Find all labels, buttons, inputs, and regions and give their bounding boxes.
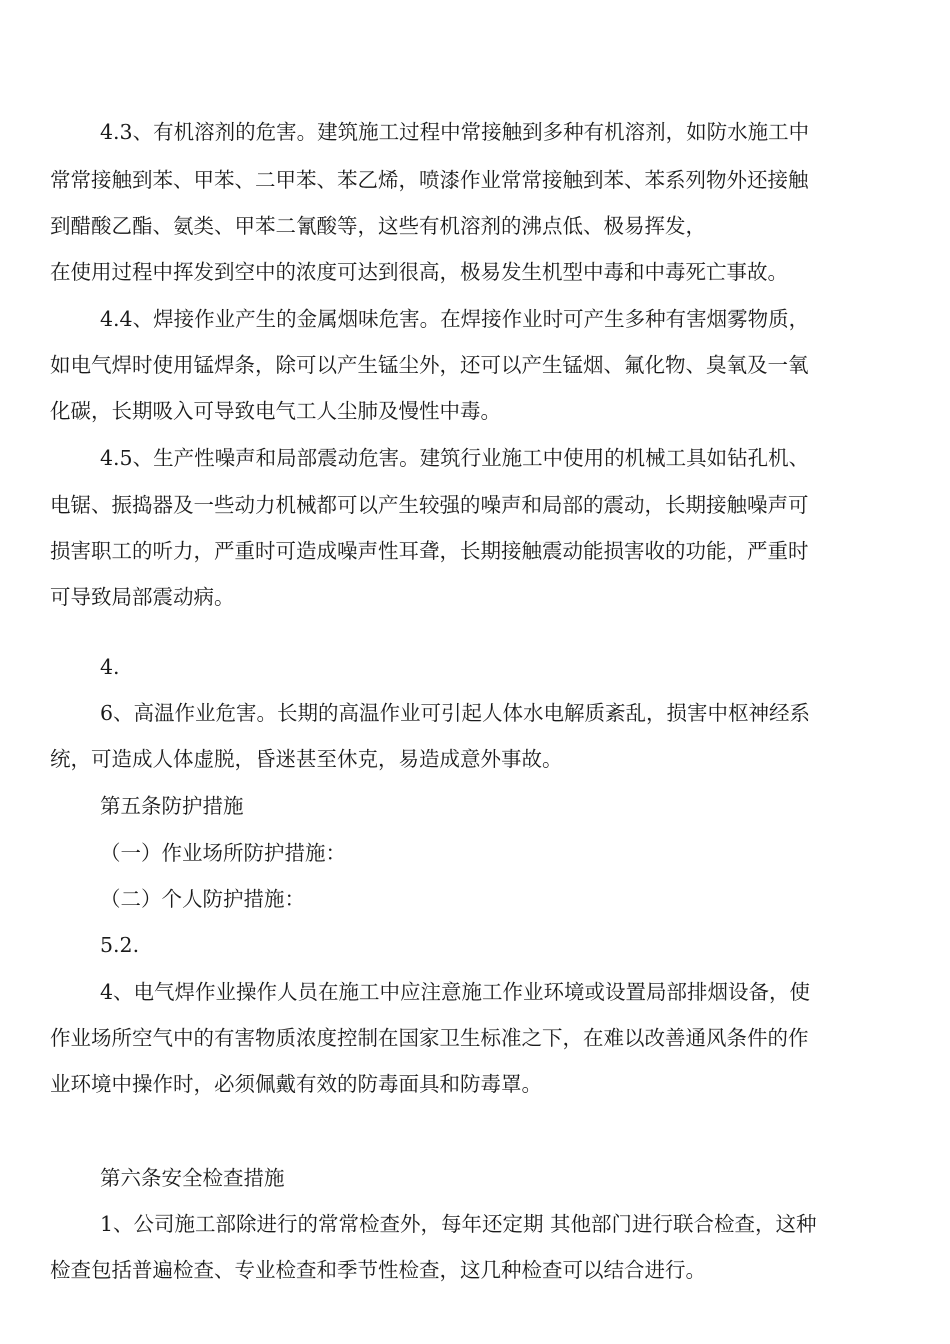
paragraph-4-4-line-2: 如电气焊时使用锰焊条，除可以产生锰尘外，还可以产生锰烟、氟化物、臭氧及一氧 <box>50 353 809 377</box>
paragraph-4-5-line-3: 损害职工的听力，严重时可造成噪声性耳聋，长期接触震动能损害收的功能，严重时 <box>50 539 809 563</box>
heading-article-6: 第六条安全检查措施 <box>100 1166 285 1190</box>
subheading-personal-protection: （二）个人防护措施： <box>100 887 305 911</box>
paragraph-4-6-line-2: 统，可造成人体虚脱，昏迷甚至休克，易造成意外事故。 <box>50 747 563 771</box>
paragraph-4-6-line-1: 6、高温作业危害。长期的高温作业可引起人体水电解质紊乱，损害中枢神经系 <box>100 701 811 725</box>
paragraph-6-1-line-1: 1、公司施工部除进行的常常检查外，每年还定期 其他部门进行联合检查，这种 <box>100 1212 817 1236</box>
subheading-workplace-protection: （一）作业场所防护措施： <box>100 841 346 865</box>
paragraph-4-5-line-1: 4.5、生产性噪声和局部震动危害。建筑行业施工中使用的机械工具如钻孔机、 <box>100 446 810 470</box>
paragraph-6-1-line-2: 检查包括普遍检查、专业检查和季节性检查，这几种检查可以结合进行。 <box>50 1258 706 1282</box>
paragraph-4-3-line-3: 到醋酸乙酯、氨类、甲苯二氰酸等，这些有机溶剂的沸点低、极易挥发， <box>50 214 706 238</box>
section-number-4: 4. <box>100 655 120 679</box>
paragraph-5-2-4-line-2: 作业场所空气中的有害物质浓度控制在国家卫生标准之下，在难以改善通风条件的作 <box>50 1026 809 1050</box>
paragraph-5-2-4-line-1: 4、电气焊作业操作人员在施工中应注意施工作业环境或设置局部排烟设备，使 <box>100 980 811 1004</box>
paragraph-5-2-4-line-3: 业环境中操作时，必须佩戴有效的防毒面具和防毒罩。 <box>50 1072 542 1096</box>
paragraph-4-5-line-2: 电锯、振捣器及一些动力机械都可以产生较强的噪声和局部的震动，长期接触噪声可 <box>50 493 809 517</box>
heading-article-5: 第五条防护措施 <box>100 794 244 818</box>
paragraph-4-3-line-2: 常常接触到苯、甲苯、二甲苯、苯乙烯，喷漆作业常常接触到苯、苯系列物外还接触 <box>50 168 809 192</box>
paragraph-4-4-line-1: 4.4、焊接作业产生的金属烟味危害。在焊接作业时可产生多种有害烟雾物质， <box>100 307 810 331</box>
section-number-5-2: 5.2. <box>100 933 140 957</box>
paragraph-4-5-line-4: 可导致局部震动病。 <box>50 585 235 609</box>
paragraph-4-3-line-4: 在使用过程中挥发到空中的浓度可达到很高，极易发生机型中毒和中毒死亡事故。 <box>50 260 788 284</box>
paragraph-4-3-line-1: 4.3、有机溶剂的危害。建筑施工过程中常接触到多种有机溶剂，如防水施工中 <box>100 120 810 144</box>
paragraph-4-4-line-3: 化碳，长期吸入可导致电气工人尘肺及慢性中毒。 <box>50 399 501 423</box>
